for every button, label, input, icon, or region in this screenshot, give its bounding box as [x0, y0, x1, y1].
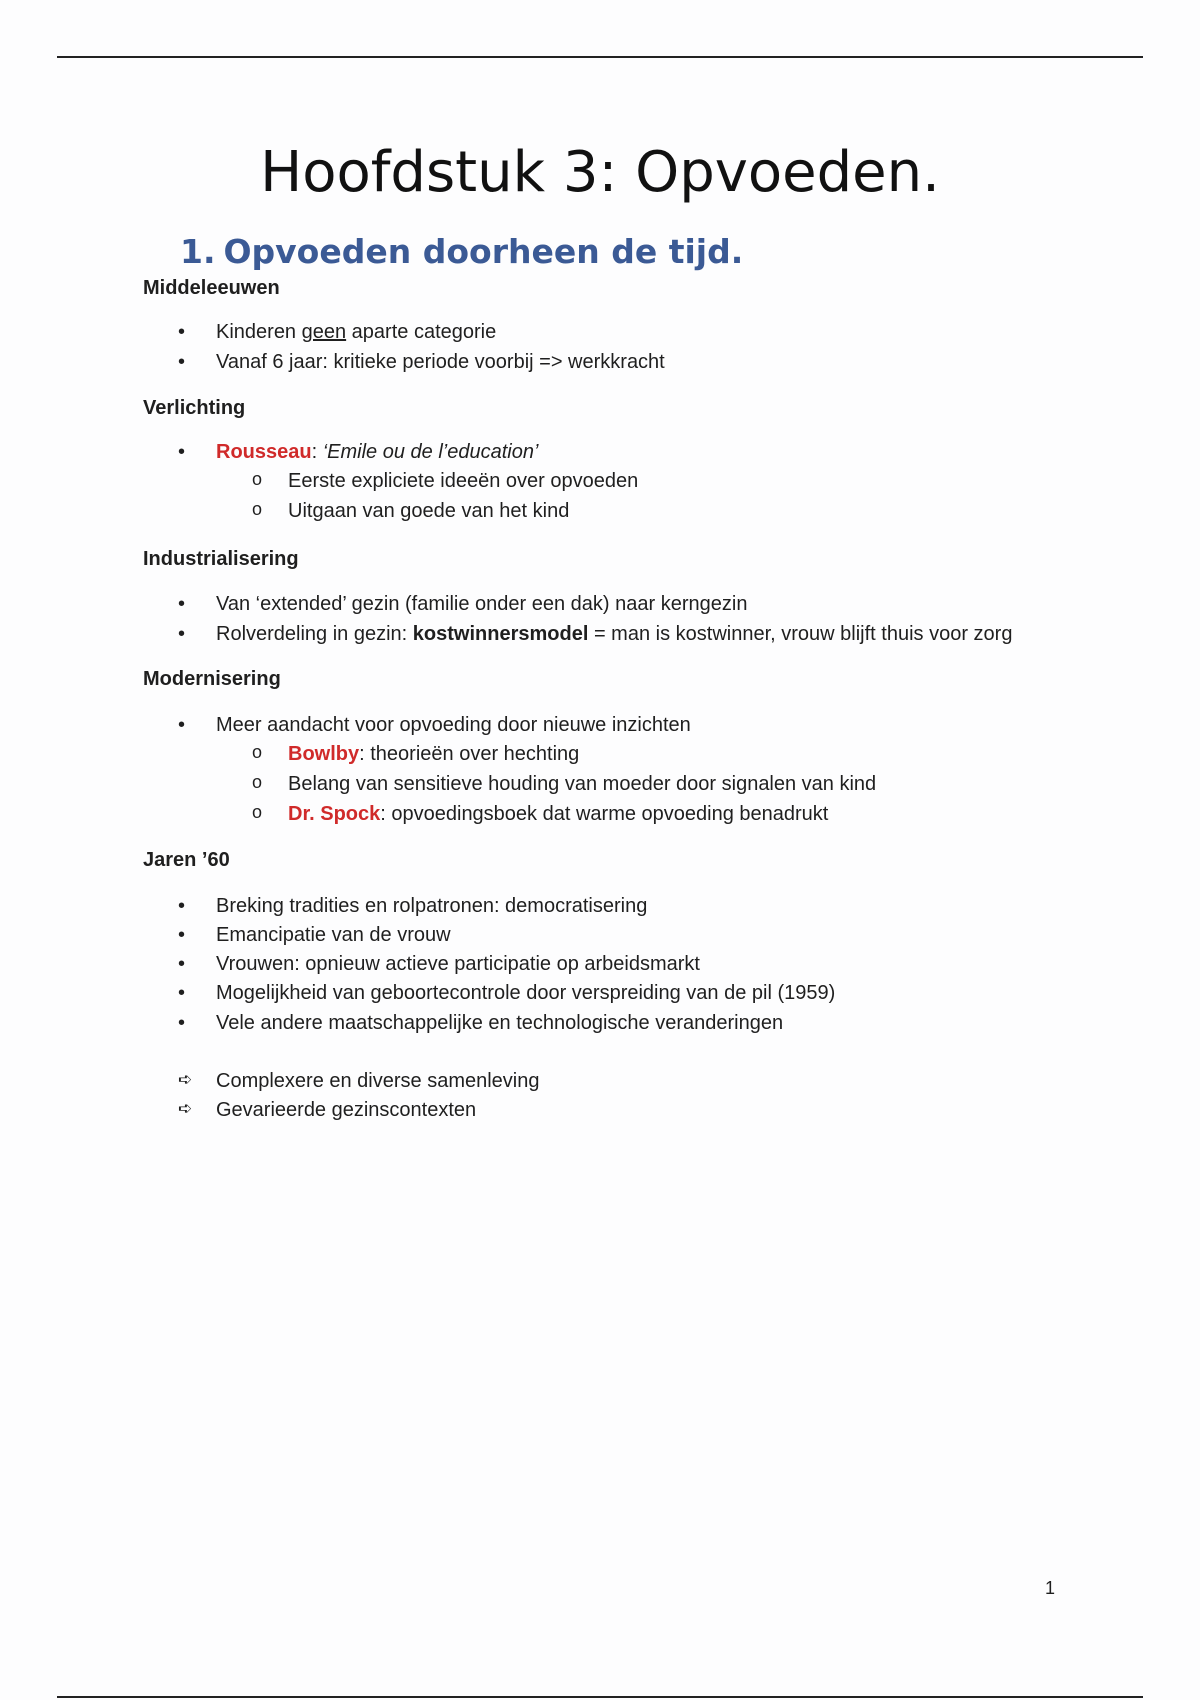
list-item-text: Rousseau: ‘Emile ou de l’education’ — [216, 441, 539, 463]
list-item-text: Breking tradities en rolpatronen: democratisering — [216, 895, 648, 917]
list-item-text: Vele andere maatschappelijke en technologische veranderingen — [216, 1012, 784, 1034]
list-item-text: Eerste expliciete ideeën over opvoeden — [288, 470, 639, 492]
arrow-right-icon: ➪ — [178, 1099, 193, 1118]
bullet-icon: • — [178, 593, 186, 615]
list-item-text: Belang van sensitieve houding van moeder door signalen van kind — [288, 773, 877, 795]
circle-bullet-icon: o — [252, 499, 263, 519]
list-item-text: Van ‘extended’ gezin (familie onder een dak) naar kerngezin — [216, 593, 748, 615]
bullet-icon: • — [178, 351, 186, 373]
page-title: Hoofdstuk 3: Opvoeden. — [260, 140, 940, 205]
arrow-right-icon: ➪ — [178, 1070, 193, 1089]
list-item-text: Rolverdeling in gezin: kostwinnersmodel = man is kostwinner, vrouw blijft thuis voor zorg — [216, 623, 1013, 645]
header-rule — [57, 56, 1143, 58]
circle-bullet-icon: o — [252, 742, 263, 762]
bullet-icon: • — [178, 982, 186, 1004]
footer-rule — [57, 1696, 1143, 1698]
section-number: 1. — [180, 232, 216, 271]
bullet-icon: • — [178, 441, 186, 463]
heading-middeleeuwen: Middeleeuwen — [143, 277, 280, 299]
section-title — [180, 232, 743, 271]
list-item-text: Uitgaan van goede van het kind — [288, 500, 570, 522]
circle-bullet-icon: o — [252, 802, 263, 822]
list-item-text: Bowlby: theorieën over hechting — [288, 743, 580, 765]
heading-modernisering: Modernisering — [143, 668, 281, 690]
page-number: 1 — [1045, 1578, 1056, 1598]
circle-bullet-icon: o — [252, 772, 263, 792]
heading-jaren-60: Jaren ’60 — [143, 849, 230, 871]
circle-bullet-icon: o — [252, 469, 263, 489]
bullet-icon: • — [178, 714, 186, 736]
list-item-text: Dr. Spock: opvoedingsboek dat warme opvoeding benadrukt — [288, 803, 829, 825]
bullet-icon: • — [178, 953, 186, 975]
list-item-text: Gevarieerde gezinscontexten — [216, 1099, 477, 1121]
list-item-text: Vanaf 6 jaar: kritieke periode voorbij => werkkracht — [216, 351, 665, 373]
heading-verlichting: Verlichting — [143, 397, 246, 419]
list-item-text: Emancipatie van de vrouw — [216, 924, 451, 946]
bullet-icon: • — [178, 321, 186, 343]
section-title-text: Opvoeden doorheen de tijd. — [223, 232, 744, 271]
list-item-text: Meer aandacht voor opvoeding door nieuwe inzichten — [216, 714, 691, 736]
bullet-icon: • — [178, 1012, 186, 1034]
bullet-icon: • — [178, 924, 186, 946]
list-item-text: Kinderen geen aparte categorie — [216, 321, 497, 343]
heading-industrialisering: Industrialisering — [143, 548, 299, 570]
list-item-text: Mogelijkheid van geboortecontrole door verspreiding van de pil (1959) — [216, 982, 836, 1004]
bullet-icon: • — [178, 895, 186, 917]
list-item-text: Complexere en diverse samenleving — [216, 1070, 540, 1092]
bullet-icon: • — [178, 623, 186, 645]
list-item-text: Vrouwen: opnieuw actieve participatie op arbeidsmarkt — [216, 953, 700, 975]
